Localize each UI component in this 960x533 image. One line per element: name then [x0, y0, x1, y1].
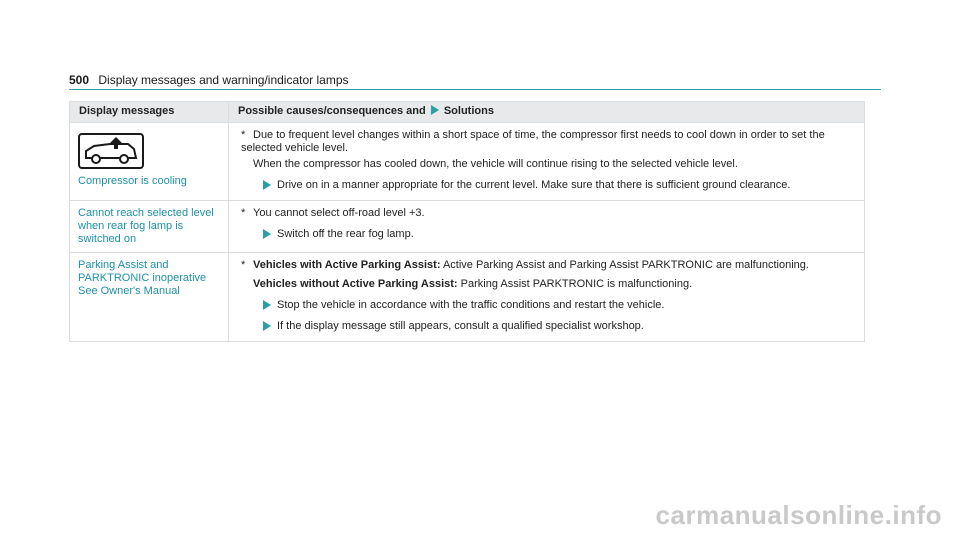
cause-cell	[229, 253, 865, 342]
col-header-messages: Display messages	[70, 102, 229, 123]
cause-text: * Vehicles with Active Parking Assist: Active Parking Assist and Parking Assist PARKTRONIC are malfunctioning.	[241, 259, 809, 271]
message-text: Compressor is cooling	[78, 175, 187, 187]
page-header	[69, 73, 881, 90]
message-cell	[70, 201, 229, 253]
cause-cell	[229, 123, 865, 201]
cause-text: * You cannot select off-road level +3.	[241, 207, 425, 219]
watermark: carmanualsonline.info	[655, 500, 942, 530]
solution-step: If the display message still appears, consult a qualified specialist workshop.	[263, 320, 852, 333]
step-arrow-icon	[263, 180, 271, 190]
step-arrow-icon	[263, 321, 271, 331]
page-title: Display messages and warning/indicator lamps	[98, 73, 349, 87]
solution-step: Switch off the rear fog lamp.	[263, 228, 852, 241]
table-row	[70, 253, 865, 342]
message-cell	[70, 123, 229, 201]
solution-arrow-icon	[431, 105, 439, 115]
solution-step: Stop the vehicle in accordance with the traffic conditions and restart the vehicle.	[263, 299, 852, 312]
table-row	[70, 201, 865, 253]
cause-text: * Due to frequent level changes within a short space of time, the compressor first needs to cool down in order to set the selected vehicle level.	[241, 129, 825, 154]
cause-cell	[229, 201, 865, 253]
message-text: Cannot reach selected level when rear fog lamp is switched on	[78, 207, 214, 245]
message-text: Parking Assist and PARKTRONIC inoperative See Owner's Manual	[78, 259, 207, 297]
vehicle-level-raise-icon	[78, 133, 144, 169]
messages-table	[69, 101, 865, 342]
page-number: 500	[69, 73, 90, 87]
col-header-causes	[229, 102, 865, 123]
message-cell	[70, 253, 229, 342]
note-text: Vehicles without Active Parking Assist: Parking Assist PARKTRONIC is malfunctioning.	[253, 278, 693, 290]
table-row	[70, 123, 865, 201]
solution-step: Drive on in a manner appropriate for the current level. Make sure that there is sufficient ground clearance.	[263, 179, 852, 192]
col-header-solutions-text: Solutions	[443, 105, 494, 117]
col-header-causes-text: Possible causes/consequences and	[238, 105, 426, 117]
table-header-row	[70, 102, 865, 123]
step-arrow-icon	[263, 229, 271, 239]
note-text: When the compressor has cooled down, the vehicle will continue rising to the selected vehicle level.	[253, 158, 738, 170]
step-arrow-icon	[263, 300, 271, 310]
